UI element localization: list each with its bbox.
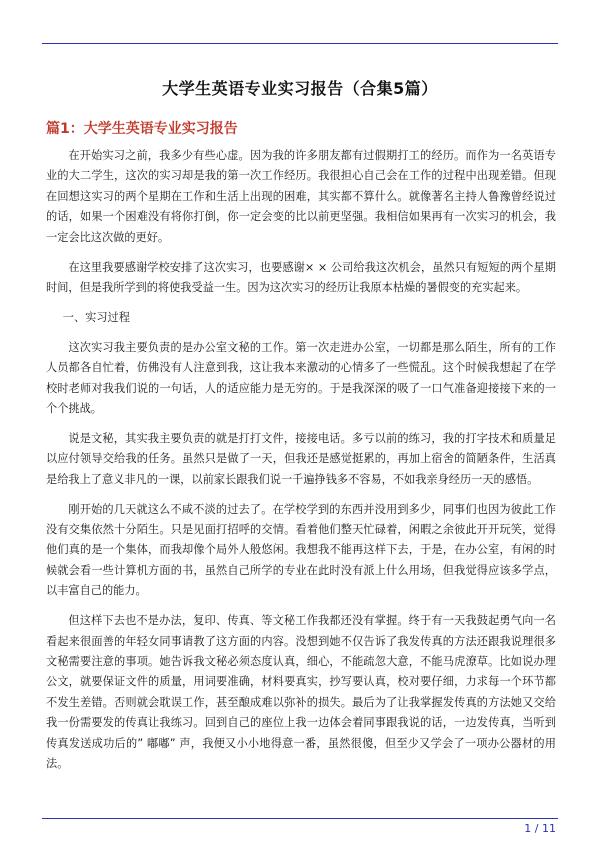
section-title: 篇1：大学生英语专业实习报告 — [46, 121, 238, 137]
document-title: 大学生英语专业实习报告（合集5篇） — [162, 79, 438, 98]
body-paragraph: 但这样下去也不是办法，复印、传真、等文秘工作我都还没有掌握。终于有一天我鼓起勇气向一名看起来很面善的年轻女同事请教了这方面的内容。没想到她不仅告诉了我发传真的方法还跟我说理很多文秘需要注意的事项。她告诉我文秘必须态度认真，细心，不能疏忽大意，不能马虎潦草。比如说办理公文，就要保证文件的质量，用词要准确，材料要真实，抄写要认真，校对要仔细，力求每一个环节都不发生差错。否则就会耽误工作，甚至酿成难以弥补的损失。最后为了让我掌握发传真的方法她又交给我一份需要发的传真让我练习。回到自己的座位上我一边体会着同事跟我说的话，一边发传真，当听到传真发送成功后的” 嘟嘟” 声，我便又小小地得意一番，虽然很傻，但至少又学会了一项办公器材的用法。 — [46, 614, 556, 770]
body-paragraph: 在开始实习之前，我多少有些心虚。因为我的许多朋友都有过假期打工的经历。而作为一名英语专业的大二学生，这次的实习却是我的第一次工作经历。我很担心自己会在工作的过程中出现差错。但现在回想这实习的两个星期在工作和生活上出现的困难，其实都不算什么。就像著名主持人鲁豫曾经说过的话，如果一个困难没有将你打倒，你一定会变的比以前更坚强。我相信如果再有一次实习的机会，我一定会比这次做的更好。 — [46, 149, 556, 244]
body-paragraph: 说是文秘，其实我主要负责的就是打打文件，接接电话。多亏以前的练习，我的打字技术和质量足以应付领导交给我的任务。虽然只是做了一天，但我还是感觉挺累的，再加上宿舍的简陋条件，生活真是给我上了意义非凡的一课，以前家长跟我们说一千遍挣钱多不容易，不如我亲身经历一天的感悟。 — [46, 431, 556, 486]
page-number: 1 / 11 — [524, 822, 556, 835]
body-paragraph: 在这里我要感谢学校安排了这次实习，也要感谢× × 公司给我这次机会，虽然只有短短的两个星期时间，但是我所学到的将使我受益一生。因为这次实习的经历让我原本枯燥的暑假变的充实起来。 — [46, 260, 556, 294]
body-paragraph: 这次实习我主要负责的是办公室文秘的工作。第一次走进办公室，一切都是那么陌生，所有的工作人员都各自忙着，仿佛没有人注意到我，这让我本来激动的心情多了一些慌乱。这个时候我想起了在学校时老师对我我们说的一句话，人的适应能力是无穷的。于是我深深的吸了一口气准备迎接接下来的一个个挑战。 — [46, 340, 556, 415]
footer-rule — [42, 818, 558, 819]
section-heading: 一、实习过程 — [62, 310, 130, 324]
header-rule — [42, 43, 558, 44]
body-paragraph: 刚开始的几天就这么不咸不淡的过去了。在学校学到的东西并没用到多少，同事们也因为彼此工作没有交集依然十分陌生。只是见面打招呼的交情。看着他们整天忙碌着，闲暇之余彼此开开玩笑，觉得他们真的是一个集体，而我却像个局外人般悠闲。我想我不能再这样下去，于是，在办公室，有闲的时候就会看一些计算机方面的书，虽然自己所学的专业在此时没有派上什么用场，但我觉得应该多学点，以丰富自己的能力。 — [46, 502, 556, 598]
document-body — [46, 146, 556, 784]
